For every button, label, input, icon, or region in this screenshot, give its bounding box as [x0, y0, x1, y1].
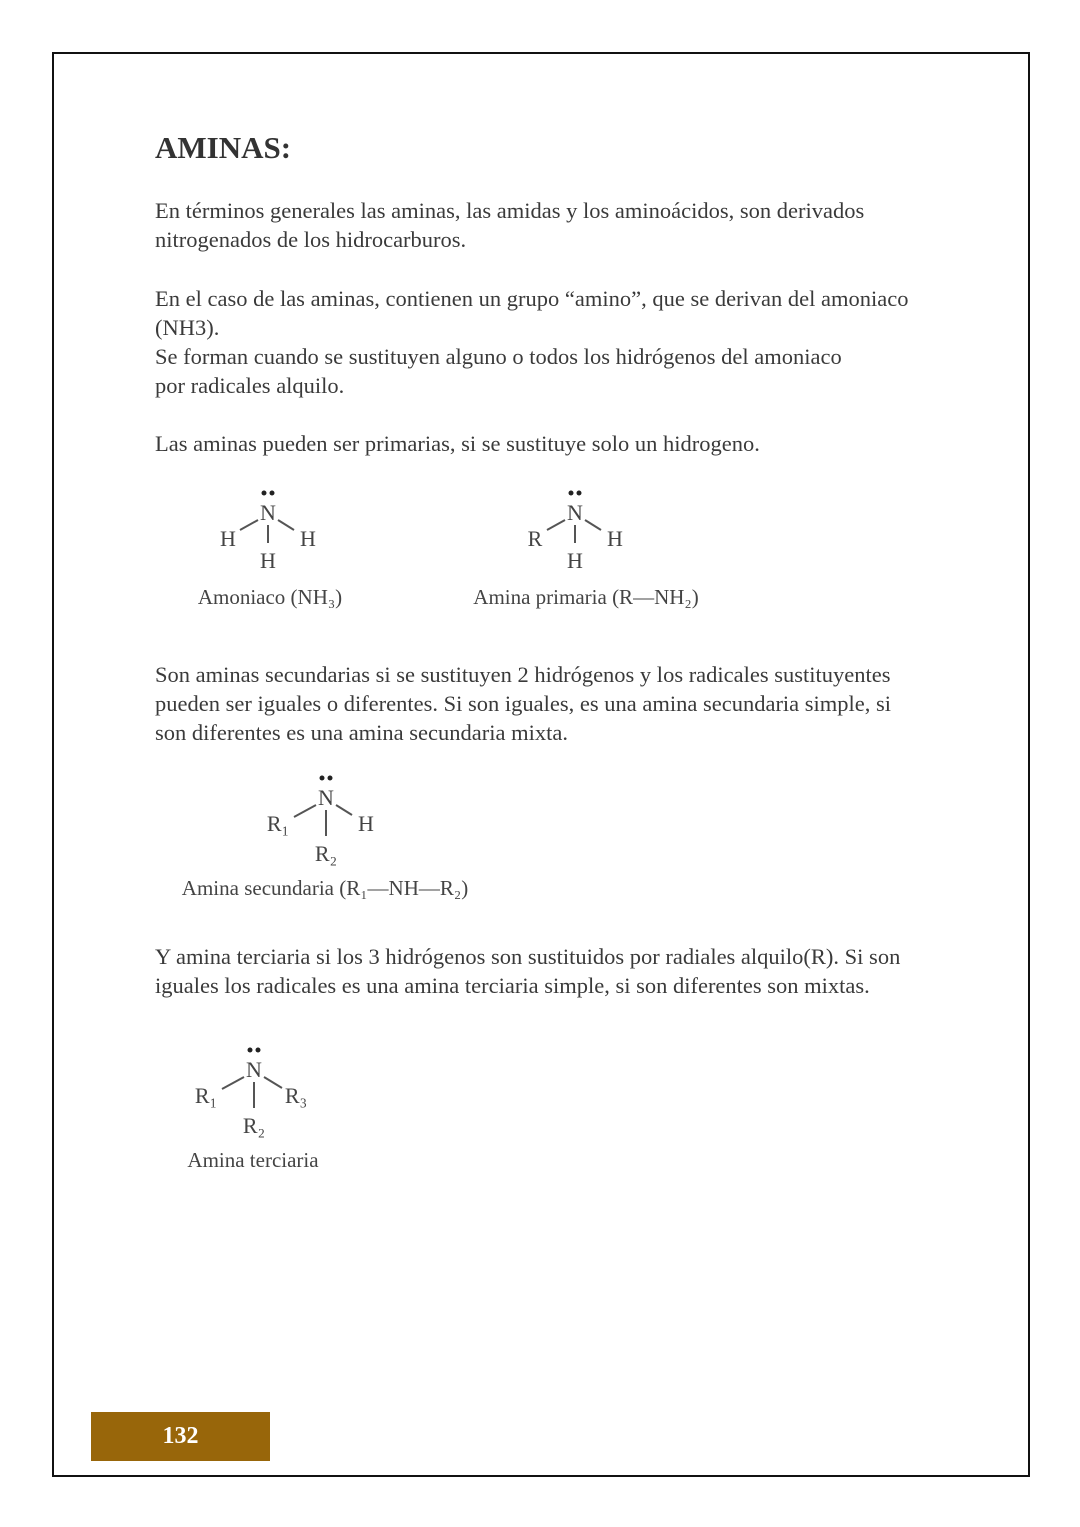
paragraph-tertiary: Y amina terciaria si los 3 hidrógenos son sustituidos por radiales alquilo(R). Si son iguales los radicales es una amina terciaria simple, si son diferentes son mixtas. — [155, 944, 901, 998]
atom-left: R — [527, 526, 543, 551]
page-number-badge — [91, 1412, 270, 1461]
atom-right: R₃ — [284, 1083, 308, 1108]
structure-caption: Amoniaco (NH₃) — [197, 585, 343, 609]
atom-left: R₁ — [266, 811, 290, 836]
page-title: AMINAS: — [155, 130, 292, 165]
atom-center: N — [567, 500, 583, 525]
atom-bottom: R₂ — [242, 1113, 266, 1138]
atom-bottom: H — [567, 548, 583, 573]
atom-right: H — [358, 811, 374, 836]
atom-left: H — [220, 526, 236, 551]
paragraph-amino-group: En el caso de las aminas, contienen un grupo “amino”, que se derivan del amoniaco (NH3). — [155, 286, 909, 340]
atom-right: H — [300, 526, 316, 551]
page-number: 132 — [162, 1423, 199, 1449]
page-border — [52, 52, 1030, 1477]
paragraph-formation: Se forman cuando se sustituyen alguno o todos los hidrógenos del amoniaco por radicales alquilo. — [155, 344, 842, 398]
paragraph-secondary: Son aminas secundarias si se sustituyen 2 hidrógenos y los radicales sustituyentes pueden ser iguales o diferentes. Si son iguales, es una amina secundaria simple, si son diferentes es una amina secundaria mixta. — [155, 662, 892, 745]
atom-center: N — [318, 785, 334, 810]
atom-center: N — [260, 500, 276, 525]
atom-bottom: H — [260, 548, 276, 573]
atom-left: R₁ — [194, 1083, 218, 1108]
atom-right: H — [607, 526, 623, 551]
structure-caption: Amina terciaria — [187, 1148, 319, 1172]
atom-bottom: R₂ — [314, 841, 338, 866]
paragraph-primary: Las aminas pueden ser primarias, si se sustituye solo un hidrogeno. — [155, 431, 760, 456]
structure-caption: Amina primaria (R—NH₂) — [473, 585, 699, 609]
structure-caption: Amina secundaria (R₁—NH—R₂) — [181, 876, 469, 900]
atom-center: N — [246, 1057, 262, 1082]
paragraph-intro: En términos generales las aminas, las amidas y los aminoácidos, son derivados nitrogenados de los hidrocarburos. — [155, 198, 865, 252]
